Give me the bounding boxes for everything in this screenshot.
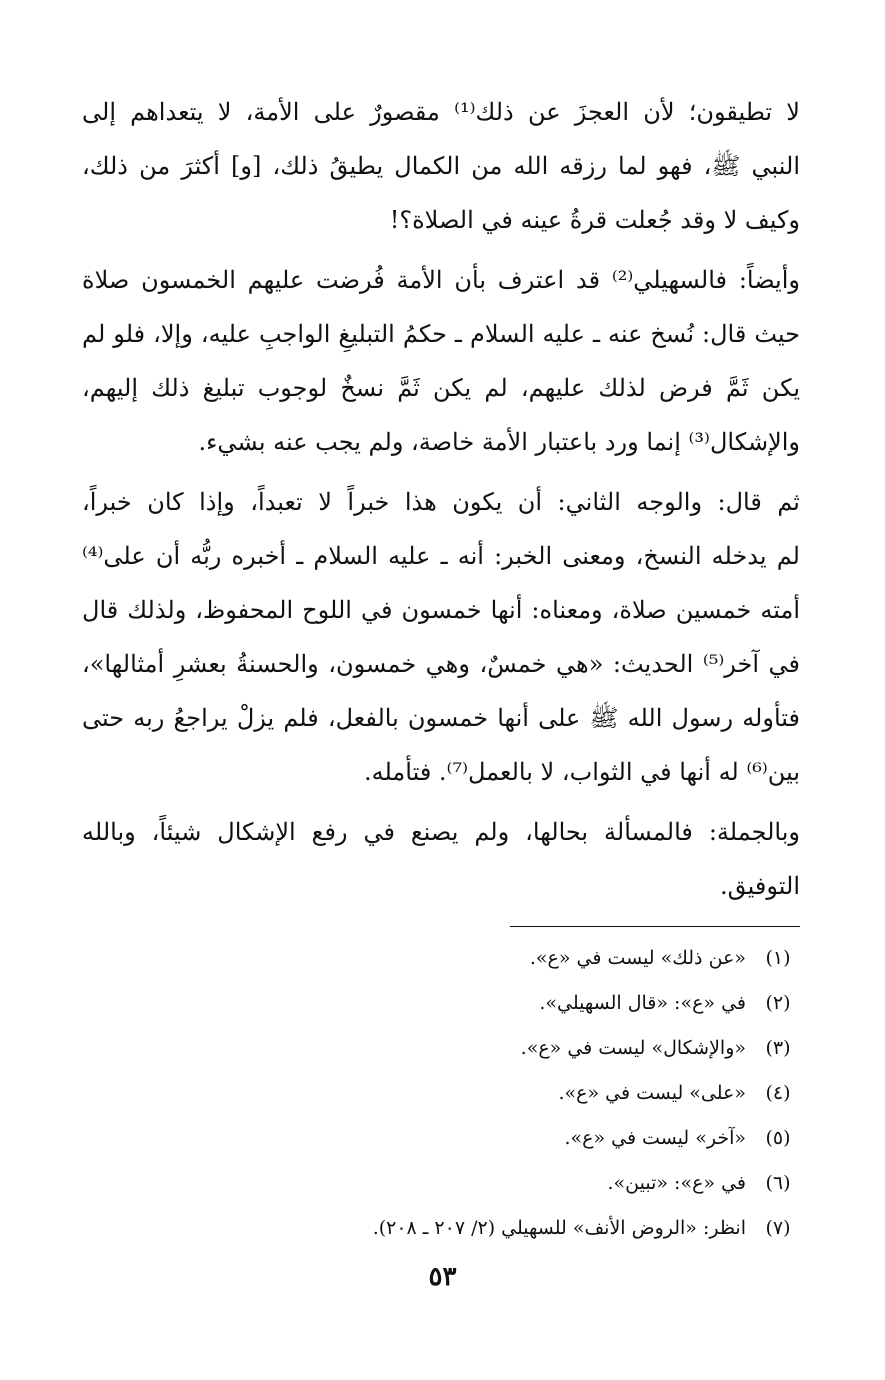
page-number: ٥٣ (428, 1262, 457, 1292)
footnote-separator (510, 926, 800, 927)
footnote (100, 1206, 800, 1251)
footnote-number: (١) (765, 947, 791, 969)
footnote-number: (٣) (765, 1037, 791, 1059)
text-line: بين⁽⁶⁾ له أنها في الثواب، لا بالعمل⁽⁷⁾. فتأمله. (363, 758, 800, 786)
page-body (82, 85, 800, 913)
footnote-text: «على» ليست في «ع». (558, 1082, 746, 1104)
footnote (100, 981, 800, 1026)
footnote (100, 1071, 800, 1116)
text-line: وكيف لا وقد جُعلت قرةُ عينه في الصلاة؟! (389, 206, 800, 234)
paragraph (82, 805, 800, 913)
text-line: حيث قال: نُسخ عنه ـ عليه السلام ـ حكمُ التبليغِ الواجبِ عليه، وإلا، فلو لم (82, 320, 800, 348)
footnote-number: (٥) (765, 1127, 791, 1149)
text-line: النبي ﷺ، فهو لما رزقه الله من الكمال يطيقُ ذلك، [و] أكثرَ من ذلك، (82, 152, 800, 180)
footnotes (100, 936, 800, 1251)
text-line: لم يدخله النسخ، ومعنى الخبر: أنه ـ عليه السلام ـ أخبره ربُّه أن على⁽⁴⁾ (82, 542, 800, 570)
text-line: أمته خمسين صلاة، ومعناه: أنها خمسون في اللوح المحفوظ، ولذلك قال (82, 596, 800, 624)
paragraph (82, 253, 800, 469)
text-line: فتأوله رسول الله ﷺ على أنها خمسون بالفعل، فلم يزلْ يراجعُ ربه حتى (82, 704, 800, 732)
footnote-text: «آخر» ليست في «ع». (564, 1127, 746, 1149)
text-line: يكن ثَمَّ فرض لذلك عليهم، لم يكن ثَمَّ نسخٌ لوجوب تبليغ ذلك إليهم، (82, 374, 800, 402)
footnote-number: (٤) (765, 1082, 791, 1104)
text-line: التوفيق. (720, 872, 800, 900)
text-line: في آخر⁽⁵⁾ الحديث: «هي خمسٌ، وهي خمسون، والحسنةُ بعشرِ أمثالها»، (82, 650, 800, 678)
footnote (100, 936, 800, 981)
footnote-text: «عن ذلك» ليست في «ع». (529, 947, 746, 969)
main-text (82, 85, 800, 913)
footnote (100, 1161, 800, 1206)
footnote (100, 1116, 800, 1161)
footnote-number: (٦) (765, 1172, 791, 1194)
footnote-number: (٧) (765, 1217, 791, 1239)
footnote-number: (٢) (765, 992, 791, 1014)
footnote-text: «والإشكال» ليست في «ع». (520, 1037, 746, 1059)
text-line: والإشكال⁽³⁾ إنما ورد باعتبار الأمة خاصة، ولم يجب عنه بشيء. (198, 428, 800, 456)
footnote-text: انظر: «الروض الأنف» للسهيلي (٢/ ٢٠٧ ـ ٢٠٨). (372, 1217, 746, 1239)
footnote-text: في «ع»: «قال السهيلي». (539, 992, 746, 1014)
paragraph (82, 475, 800, 799)
footnote (100, 1026, 800, 1071)
paragraph (82, 85, 800, 247)
text-line: وأيضاً: فالسهيلي⁽²⁾ قد اعترف بأن الأمة فُرضت عليهم الخمسون صلاة (82, 266, 800, 294)
text-line: ثم قال: والوجه الثاني: أن يكون هذا خبراً لا تعبداً، وإذا كان خبراً، (82, 488, 800, 516)
text-line: لا تطيقون؛ لأن العجزَ عن ذلك⁽¹⁾ مقصورٌ على الأمة، لا يتعداهم إلى (82, 98, 800, 126)
footnote-text: في «ع»: «تبين». (607, 1172, 746, 1194)
text-line: وبالجملة: فالمسألة بحالها، ولم يصنع في رفع الإشكال شيئاً، وبالله (82, 818, 800, 846)
